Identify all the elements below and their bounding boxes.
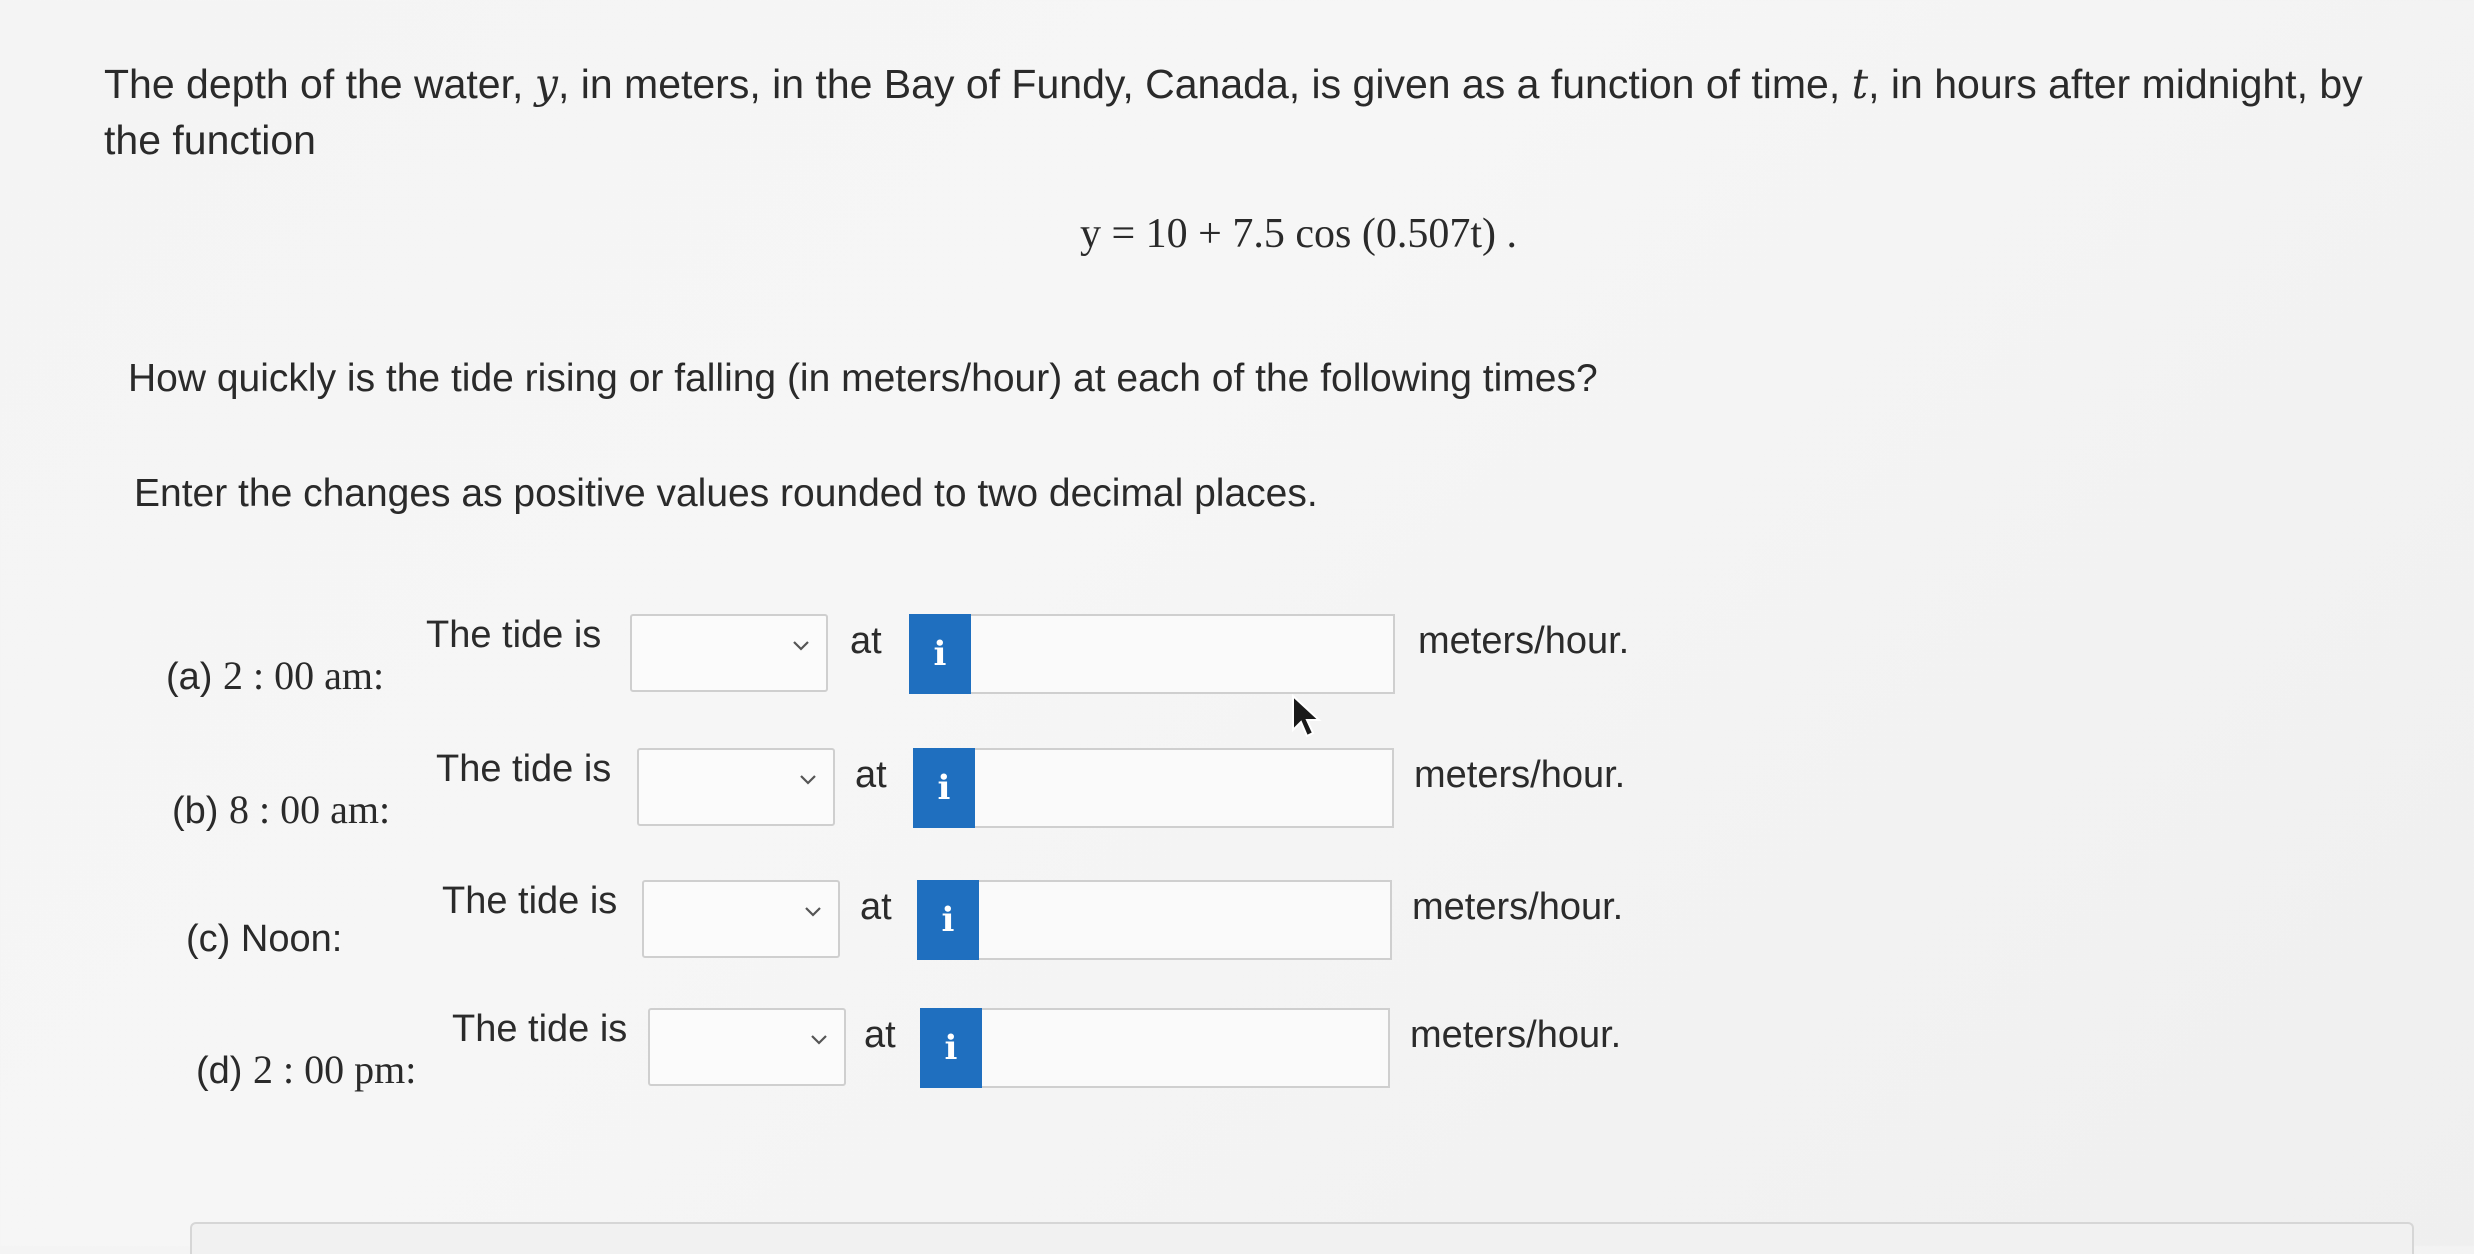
problem-intro xyxy=(104,56,2404,168)
chevron-down-icon xyxy=(808,1028,830,1050)
part-c-direction-select[interactable] xyxy=(642,880,840,958)
part-c-tide-text: The tide is xyxy=(442,880,618,922)
part-c-at-text: at xyxy=(860,886,892,928)
part-b-label xyxy=(172,786,390,833)
intro-text-3: , in hours after midnight, by the function xyxy=(104,61,2363,163)
part-c-unit: meters/hour. xyxy=(1412,886,1624,928)
part-b-letter: (b) xyxy=(172,790,219,832)
part-a-direction-select[interactable] xyxy=(630,614,828,692)
part-d-tide-text: The tide is xyxy=(452,1008,628,1050)
depth-equation: y = 10 + 7.5 cos (0.507t) . xyxy=(1080,211,1518,257)
part-a-row xyxy=(0,614,2474,704)
part-d-answer-input[interactable] xyxy=(982,1008,1390,1088)
variable-y: y xyxy=(534,60,558,108)
part-b-unit: meters/hour. xyxy=(1414,754,1626,796)
part-b-row xyxy=(0,748,2474,838)
intro-text-1: The depth of the water, xyxy=(104,61,535,107)
part-c-row xyxy=(0,880,2474,970)
part-b-at-text: at xyxy=(855,754,887,796)
part-c-letter: (c) xyxy=(186,918,231,960)
chevron-down-icon xyxy=(797,768,819,790)
part-d-letter: (d) xyxy=(196,1050,243,1092)
part-a-info-button[interactable]: i xyxy=(909,614,971,694)
part-c-time: Noon: xyxy=(240,918,343,960)
part-d-info-button[interactable]: i xyxy=(920,1008,982,1088)
variable-t: t xyxy=(1851,60,1869,108)
part-d-time: 2 : 00 pm: xyxy=(253,1047,417,1092)
part-b-time: 8 : 00 am: xyxy=(229,787,391,832)
part-d-direction-select[interactable] xyxy=(648,1008,846,1086)
part-a-answer-input[interactable] xyxy=(971,614,1395,694)
mouse-pointer-icon xyxy=(1290,694,1324,740)
part-a-time: 2 : 00 am: xyxy=(223,653,385,698)
part-b-tide-text: The tide is xyxy=(436,748,612,790)
chevron-down-icon xyxy=(802,900,824,922)
part-a-at-text: at xyxy=(850,620,882,662)
instruction-text: Enter the changes as positive values rounded to two decimal places. xyxy=(134,472,1318,515)
part-a-letter: (a) xyxy=(166,656,213,698)
next-section-frame xyxy=(190,1222,2414,1254)
part-d-at-text: at xyxy=(864,1014,896,1056)
question-text: How quickly is the tide rising or falling (in meters/hour) at each of the following times? xyxy=(128,357,1598,400)
part-a-label xyxy=(166,652,384,699)
part-c-label xyxy=(186,918,342,961)
part-c-info-button[interactable]: i xyxy=(917,880,979,960)
chevron-down-icon xyxy=(790,634,812,656)
part-a-tide-text: The tide is xyxy=(426,614,602,656)
part-b-direction-select[interactable] xyxy=(637,748,835,826)
part-b-answer-input[interactable] xyxy=(975,748,1394,828)
intro-text-2: , in meters, in the Bay of Fundy, Canada, is given as a function of time, xyxy=(557,61,1852,107)
part-a-unit: meters/hour. xyxy=(1418,620,1630,662)
part-b-info-button[interactable]: i xyxy=(913,748,975,828)
part-d-label xyxy=(196,1046,416,1093)
part-d-unit: meters/hour. xyxy=(1410,1014,1622,1056)
part-c-answer-input[interactable] xyxy=(979,880,1392,960)
part-d-row xyxy=(0,1008,2474,1098)
